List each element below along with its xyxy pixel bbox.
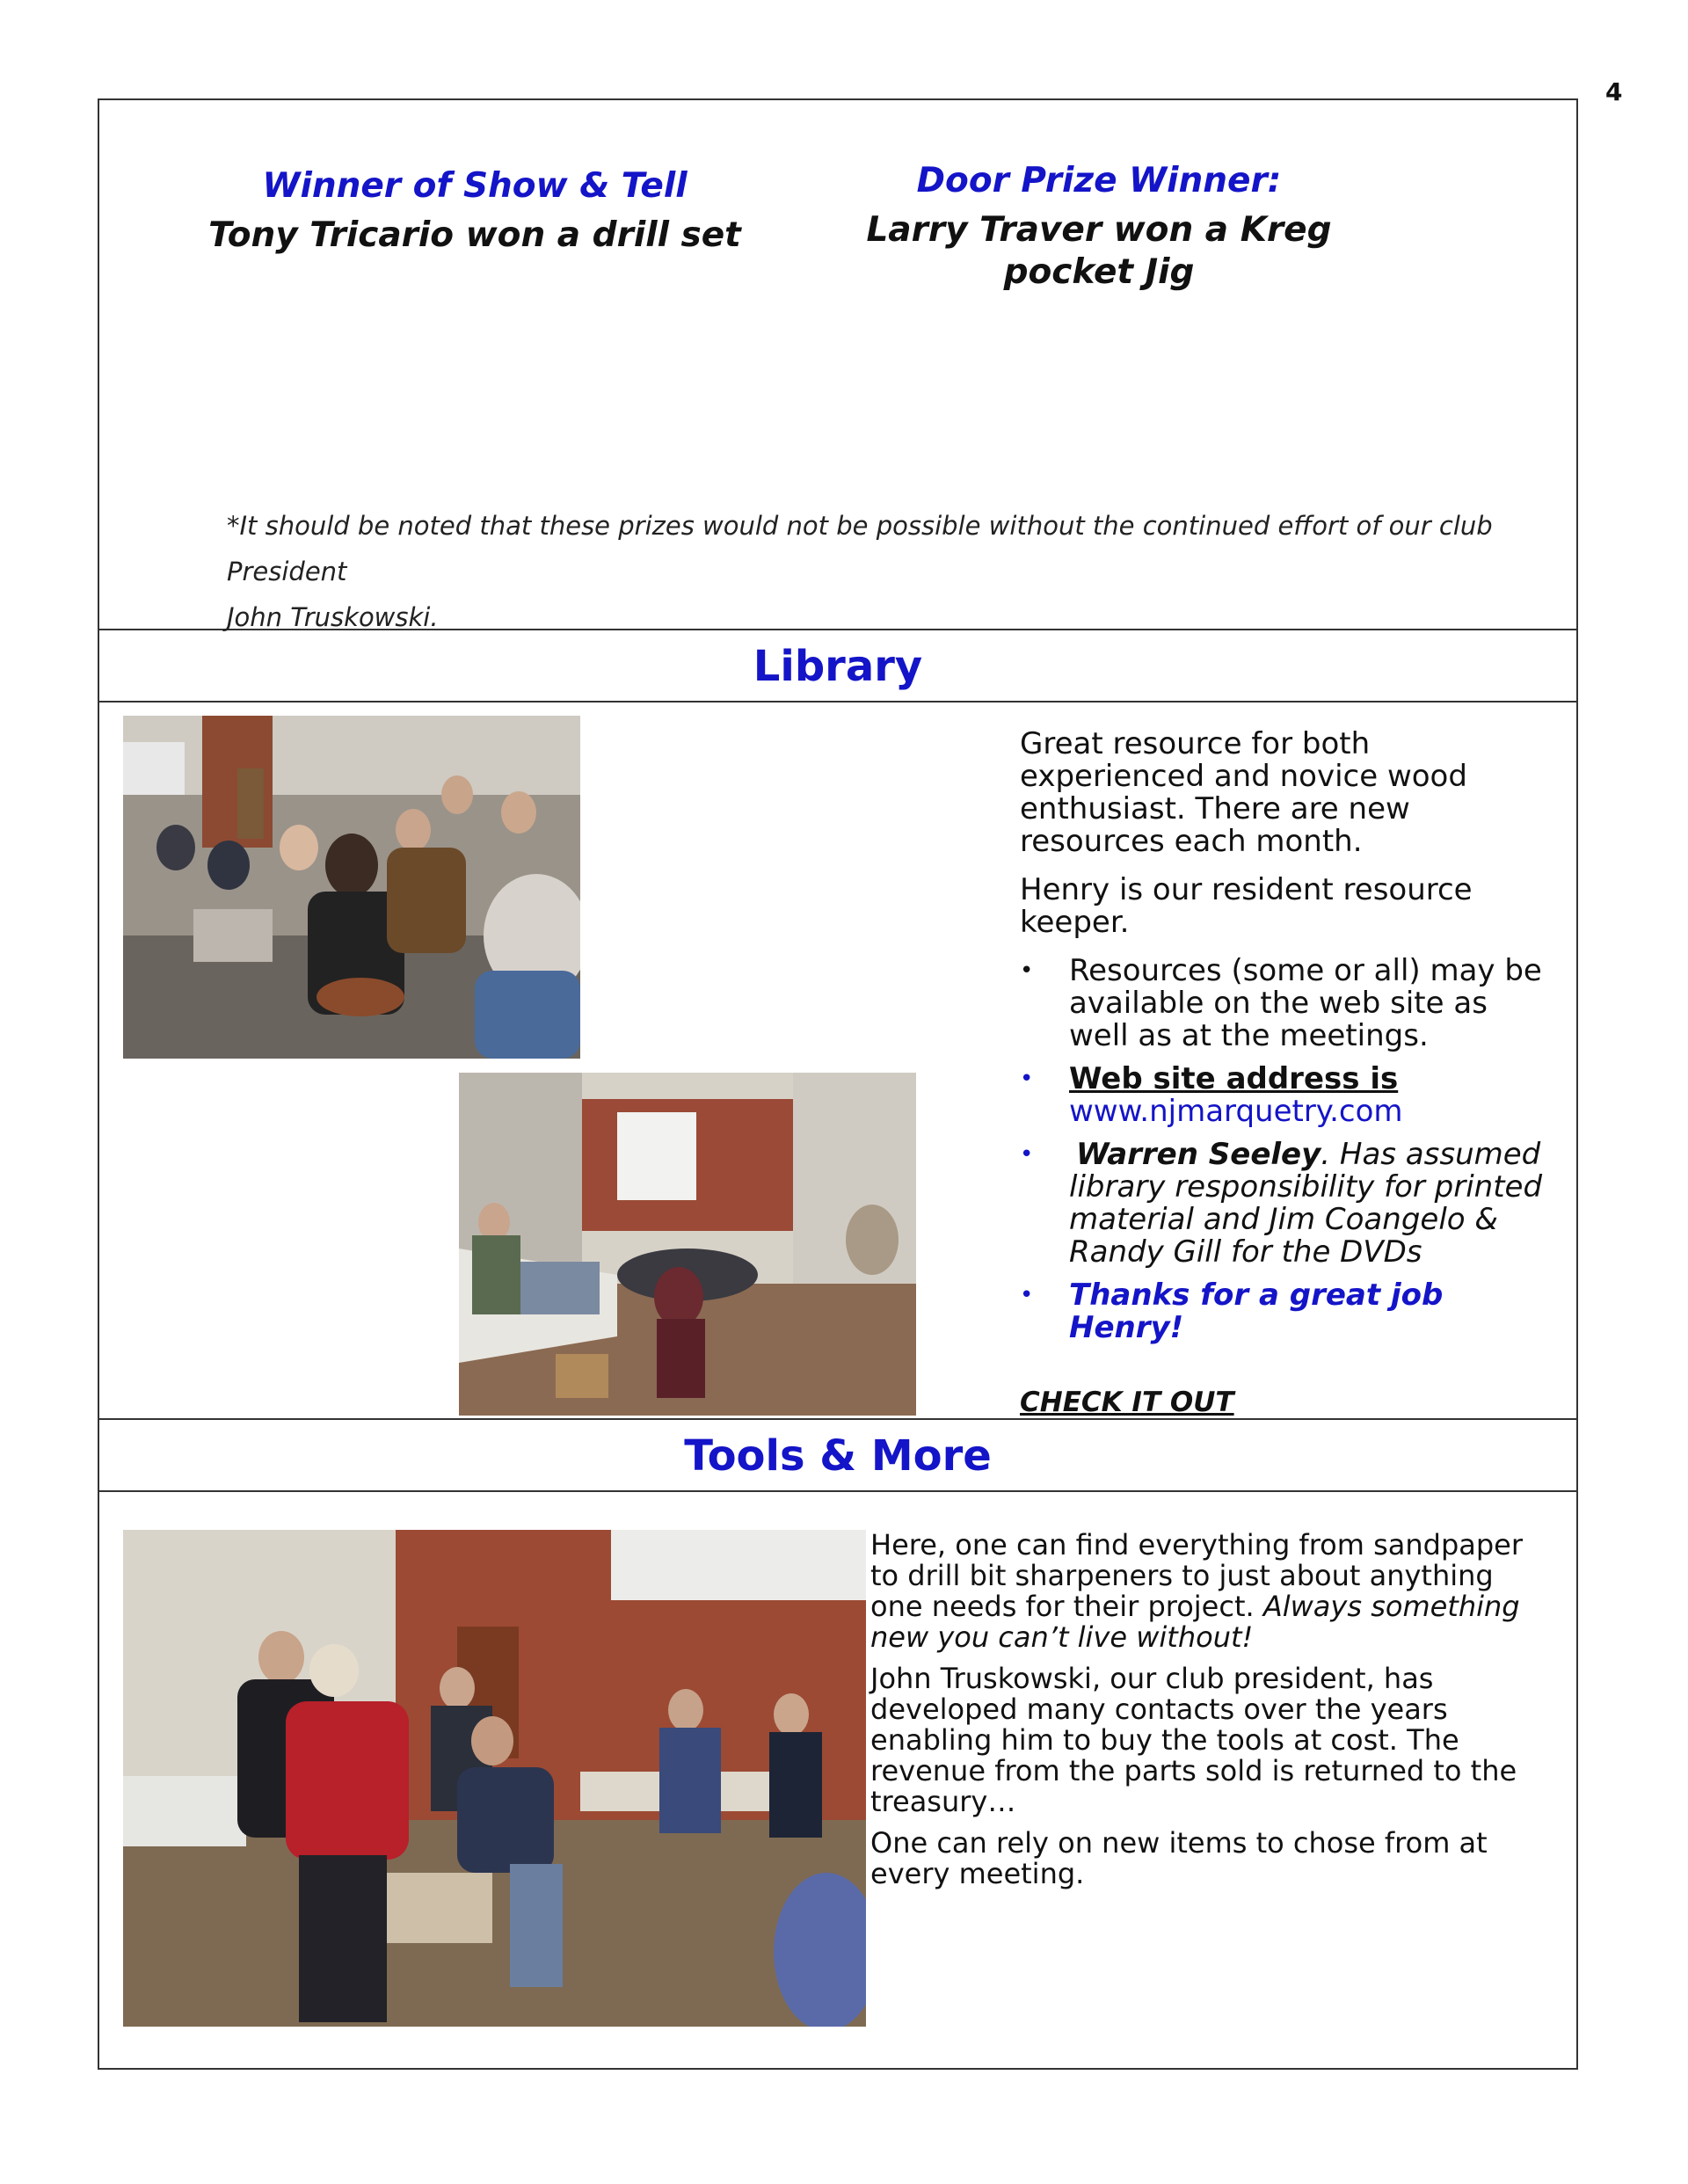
library-bullet-list	[1020, 955, 1547, 1344]
check-it-out-link[interactable]: CHECK IT OUT	[1020, 1387, 1234, 1418]
library-bullet-website	[1020, 1063, 1547, 1128]
meeting-room-photo	[459, 1073, 916, 1416]
library-para1: Great resource for both experienced and novice wood enthusiast. There are new resources each month.	[1020, 726, 1467, 859]
door-prize-winner	[800, 160, 1398, 294]
library-para2: Henry is our resident resource keeper.	[1020, 872, 1473, 940]
tools-para1-plain: Here, one can find everything from sandpaper to drill bit sharpeners to just about anything one needs for their project.	[870, 1528, 1524, 1623]
tools-para1	[870, 1530, 1547, 1653]
website-label: Web site address is	[1069, 1061, 1399, 1096]
tools-title: Tools & More	[684, 1431, 992, 1481]
show-tell-title: Winner of Show & Tell	[262, 166, 688, 206]
door-prize-text: Larry Traver won a Kreg pocket Jig	[866, 210, 1332, 292]
show-tell-text: Tony Tricario won a drill set	[208, 215, 741, 255]
warren-name: Warren Seeley	[1076, 1137, 1321, 1172]
prize-note-line1: *It should be noted that these prizes would not be possible without the continued effort of our club President	[227, 511, 1493, 586]
warren-text: . Has assumed library responsibility for printed material and Jim Coangelo & Randy Gill for the DVDs	[1069, 1137, 1543, 1270]
library-title: Library	[753, 642, 923, 691]
page-number: 4	[1605, 77, 1623, 106]
show-tell-winner	[202, 165, 747, 257]
tools-table-photo	[123, 1530, 866, 2027]
divider-library-title	[98, 701, 1578, 703]
tools-para2: John Truskowski, our club president, has developed many contacts over the years enabling him to buy the tools at cost. The revenue from the parts sold is returned to the treasury…	[870, 1662, 1517, 1818]
bullet-marker: •	[1020, 957, 1034, 984]
prize-note	[227, 503, 1528, 640]
meeting-audience-photo	[123, 716, 580, 1059]
library-bullet-thanks	[1020, 1279, 1547, 1344]
library-bullet-resources	[1020, 955, 1547, 1052]
library-bullet-warren	[1020, 1139, 1547, 1269]
bullet-marker: •	[1020, 1141, 1034, 1168]
tools-text	[870, 1530, 1547, 1900]
thanks-text: Thanks for a great job Henry!	[1069, 1278, 1444, 1345]
divider-tools-title	[98, 1490, 1578, 1492]
tools-para3: One can rely on new items to chose from at every meeting.	[870, 1826, 1488, 1890]
bullet-marker: •	[1020, 1066, 1034, 1092]
website-link[interactable]: www.njmarquetry.com	[1069, 1094, 1403, 1129]
bullet-marker: •	[1020, 1282, 1034, 1308]
tools-para1-italic: Always something new you can’t live without!	[870, 1590, 1520, 1654]
prize-note-line2: John Truskowski.	[227, 602, 439, 632]
library-text	[1020, 728, 1547, 1419]
door-prize-title: Door Prize Winner:	[916, 161, 1282, 200]
resources-text: Resources (some or all) may be available on the web site as well as at the meetings.	[1069, 953, 1542, 1053]
